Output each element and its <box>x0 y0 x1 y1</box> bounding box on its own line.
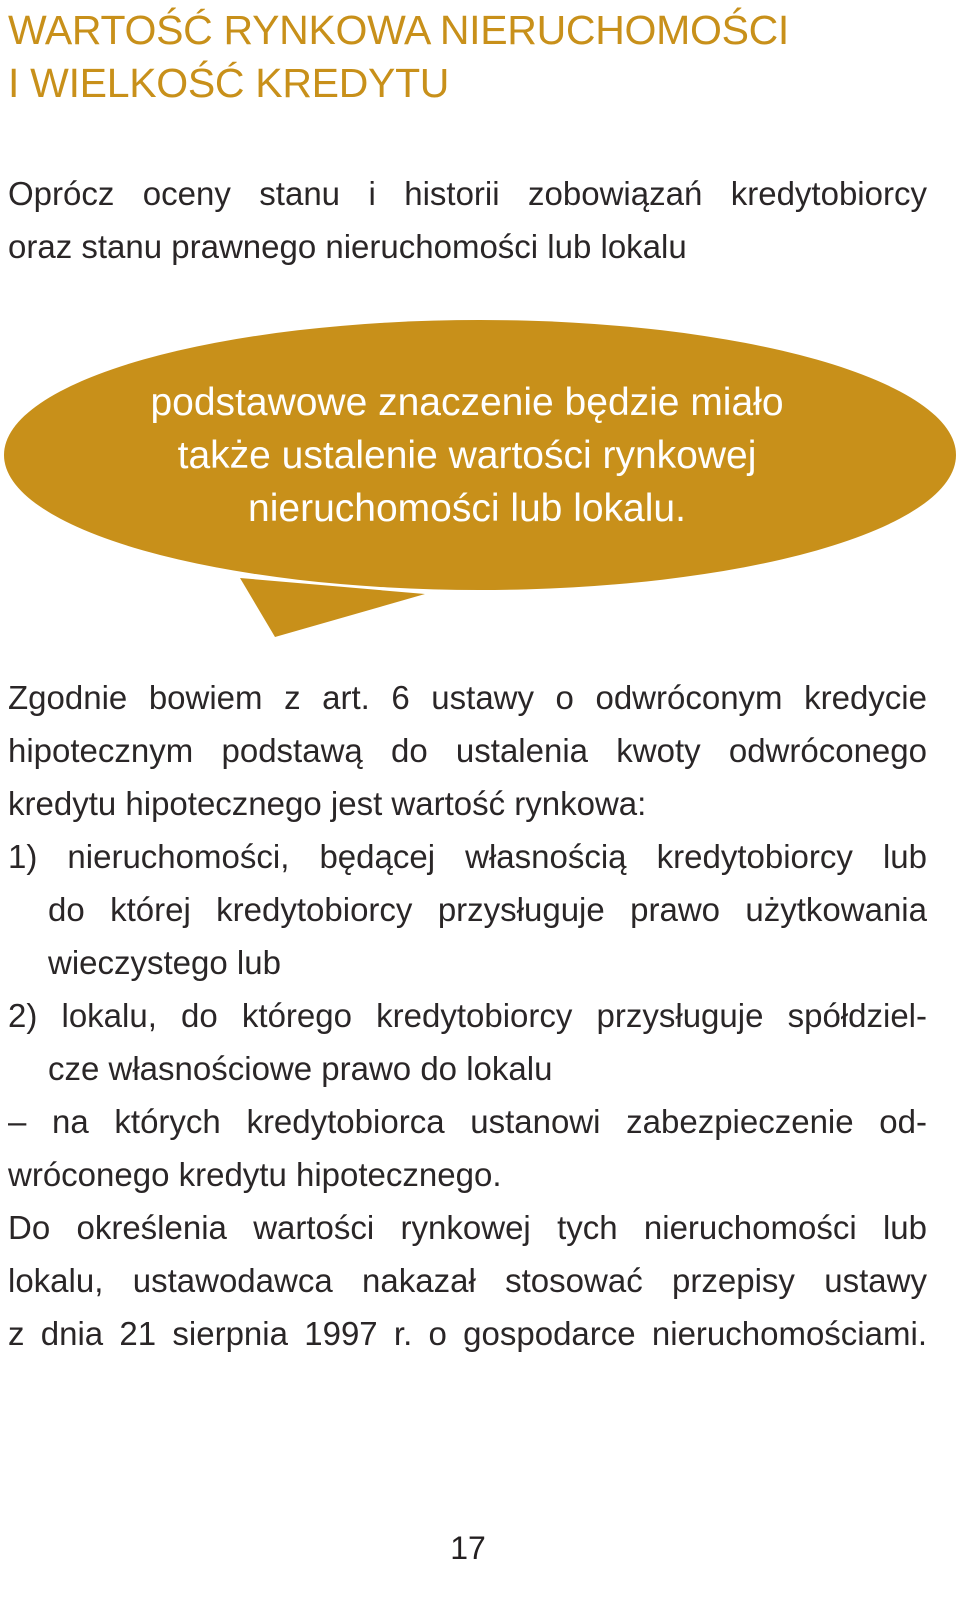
bubble-text-line: także ustalenie wartości rynkowej <box>177 434 757 477</box>
bubble-text-line: podstawowe znaczenie będzie miało <box>150 381 784 424</box>
body-line: hipotecznym podstawą do ustalenia kwoty odwróconego <box>8 732 927 769</box>
list-item-line: do której kredytobiorcy przysługuje prawo użytkowania <box>48 891 927 928</box>
intro-line: Oprócz oceny stanu i historii zobowiązań kredytobiorcy <box>8 175 927 212</box>
body-line: z dnia 21 sierpnia 1997 r. o gospodarce nieruchomościami. <box>8 1315 927 1352</box>
body-line: Zgodnie bowiem z art. 6 ustawy o odwróconym kredycie <box>8 679 927 716</box>
heading-line-1: WARTOŚĆ RYNKOWA NIERUCHOMOŚCI <box>8 7 790 53</box>
list-item-line: cze własnościowe prawo do lokalu <box>48 1050 553 1087</box>
list-item-line: 2) lokalu, do którego kredytobiorcy przysługuje spółdziel- <box>8 997 927 1034</box>
intro-line: oraz stanu prawnego nieruchomości lub lokalu <box>8 228 687 265</box>
page-number: 17 <box>450 1530 486 1566</box>
bubble-text-line: nieruchomości lub lokalu. <box>248 487 686 530</box>
body-line: kredytu hipotecznego jest wartość rynkowa: <box>8 785 647 822</box>
body-line: wróconego kredytu hipotecznego. <box>8 1156 502 1193</box>
body-line: Do określenia wartości rynkowej tych nieruchomości lub <box>8 1209 927 1246</box>
heading-line-2: I WIELKOŚĆ KREDYTU <box>8 60 450 106</box>
body-line: lokalu, ustawodawca nakazał stosować przepisy ustawy <box>8 1262 927 1299</box>
list-item-line: 1) nieruchomości, będącej własnością kredytobiorcy lub <box>8 838 927 875</box>
body-line: – na których kredytobiorca ustanowi zabezpieczenie od- <box>8 1103 927 1140</box>
list-item-line: wieczystego lub <box>48 944 281 981</box>
